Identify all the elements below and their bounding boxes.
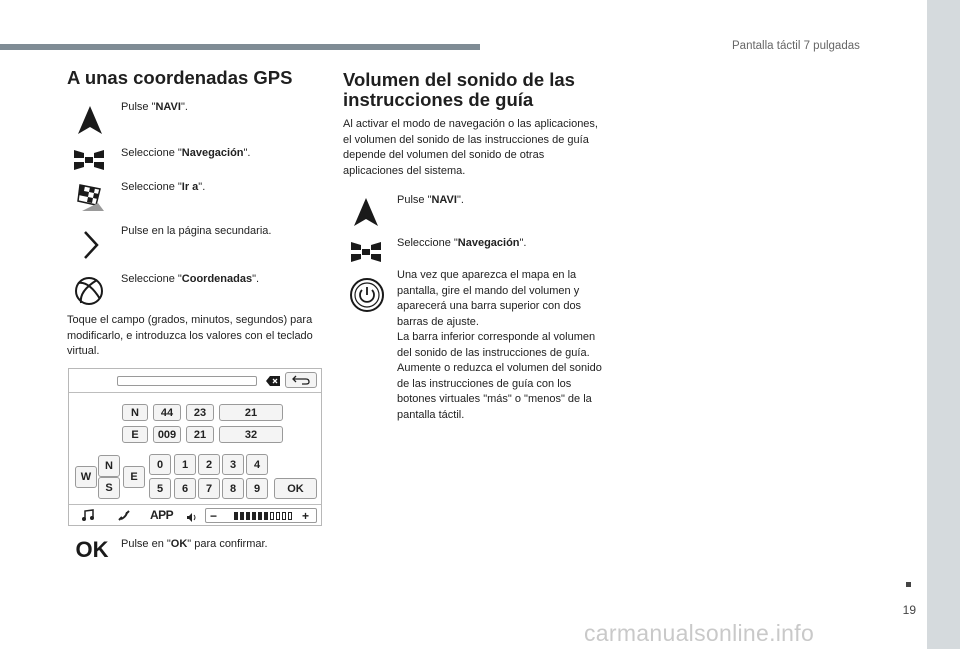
volume-segment bbox=[276, 512, 280, 520]
ok-icon: OK bbox=[75, 537, 109, 562]
digit-key[interactable]: 7 bbox=[198, 478, 220, 499]
digit-key[interactable]: 8 bbox=[222, 478, 244, 499]
left-heading: A unas coordenadas GPS bbox=[67, 67, 293, 88]
globe-icon bbox=[72, 274, 106, 308]
coord-degrees-key[interactable]: 009 bbox=[153, 426, 181, 443]
navigation-menu-icon bbox=[72, 146, 106, 174]
step-navi: Pulse "NAVI". bbox=[121, 101, 188, 113]
south-key[interactable]: S bbox=[98, 477, 120, 499]
volume-segment bbox=[270, 512, 274, 520]
navi-arrow-icon bbox=[74, 104, 106, 136]
coord-degrees-key[interactable]: 44 bbox=[153, 404, 181, 421]
section-title: Pantalla táctil 7 pulgadas bbox=[732, 40, 860, 52]
step-coordenadas: Seleccione "Coordenadas". bbox=[121, 273, 260, 285]
back-button[interactable] bbox=[285, 372, 317, 388]
volume-segment bbox=[252, 512, 256, 520]
volume-instructions: Una vez que aparezca el mapa en la pantalla, gire el mando del volumen y aparecerá una barra superior con dos barras de ajuste. La barra inferior corresponde al volumen del sonido de las instrucciones de guía. Aumente o reduzca el volumen del sonido de las instrucciones de guía con los botones virtuales "más" o "menos" de la pantalla táctil. bbox=[397, 269, 602, 421]
page-edge-band bbox=[927, 0, 960, 649]
coord-north-key[interactable]: N bbox=[122, 404, 148, 421]
chevron-right-icon bbox=[80, 228, 102, 262]
volume-segment bbox=[240, 512, 244, 520]
digit-key[interactable]: 4 bbox=[246, 454, 268, 475]
digit-key[interactable]: 9 bbox=[246, 478, 268, 499]
step-confirm: Pulse en "OK" para confirmar. bbox=[121, 538, 268, 550]
ok-key[interactable]: OK bbox=[274, 478, 317, 499]
music-note-icon[interactable] bbox=[81, 509, 95, 527]
watermark: carmanualsonline.info bbox=[584, 620, 815, 646]
coord-seconds-key[interactable]: 32 bbox=[219, 426, 283, 443]
coord-minutes-key[interactable]: 23 bbox=[186, 404, 214, 421]
step-navegacion: Seleccione "Navegación". bbox=[397, 237, 527, 249]
digit-key[interactable]: 0 bbox=[149, 454, 171, 475]
digit-key[interactable]: 6 bbox=[174, 478, 196, 499]
digit-key[interactable]: 5 bbox=[149, 478, 171, 499]
right-heading: Volumen del sonido de las instrucciones de guía bbox=[343, 69, 575, 110]
navigation-menu-icon bbox=[349, 238, 383, 266]
speaker-icon bbox=[186, 510, 198, 528]
power-knob-icon bbox=[348, 276, 386, 314]
digit-key[interactable]: 1 bbox=[174, 454, 196, 475]
volume-segment bbox=[264, 512, 268, 520]
digit-key[interactable]: 2 bbox=[198, 454, 220, 475]
step-ir-a: Seleccione "Ir a". bbox=[121, 181, 206, 193]
coord-minutes-key[interactable]: 21 bbox=[186, 426, 214, 443]
volume-segment bbox=[246, 512, 250, 520]
volume-segment bbox=[282, 512, 286, 520]
continuation-mark bbox=[906, 582, 911, 587]
step-navegacion: Seleccione "Navegación". bbox=[121, 147, 251, 159]
app-button[interactable]: APP bbox=[150, 508, 174, 522]
step-navi: Pulse "NAVI". bbox=[397, 194, 464, 206]
digit-key[interactable]: 3 bbox=[222, 454, 244, 475]
phone-icon[interactable] bbox=[117, 509, 131, 527]
top-rule bbox=[0, 44, 480, 50]
volume-minus-button[interactable]: − bbox=[210, 509, 218, 523]
volume-segment bbox=[288, 512, 292, 520]
navi-arrow-icon bbox=[350, 196, 382, 228]
backspace-icon[interactable] bbox=[265, 374, 281, 392]
west-key[interactable]: W bbox=[75, 466, 97, 488]
volume-bar bbox=[205, 508, 317, 523]
east-key[interactable]: E bbox=[123, 466, 145, 488]
touchscreen-illustration bbox=[68, 368, 322, 526]
step-pagina-secundaria: Pulse en la página secundaria. bbox=[121, 225, 272, 237]
coord-seconds-key[interactable]: 21 bbox=[219, 404, 283, 421]
volume-plus-button[interactable]: + bbox=[302, 509, 310, 523]
intro-paragraph: Al activar el modo de navegación o las aplicaciones, el volumen del sonido de las instrucciones de guía depende del volumen del sonido de otras aplicaciones del sistema. bbox=[343, 118, 598, 177]
checkered-flag-icon bbox=[75, 182, 107, 216]
instruction-paragraph: Toque el campo (grados, minutos, segundos) para modificarlo, e introduzca los valores con el teclado virtual. bbox=[67, 314, 313, 357]
coordinate-field-bar bbox=[117, 376, 257, 386]
north-key[interactable]: N bbox=[98, 455, 120, 477]
page-number: 19 bbox=[902, 603, 916, 617]
coord-east-key[interactable]: E bbox=[122, 426, 148, 443]
volume-segment bbox=[234, 512, 238, 520]
volume-segment bbox=[258, 512, 262, 520]
